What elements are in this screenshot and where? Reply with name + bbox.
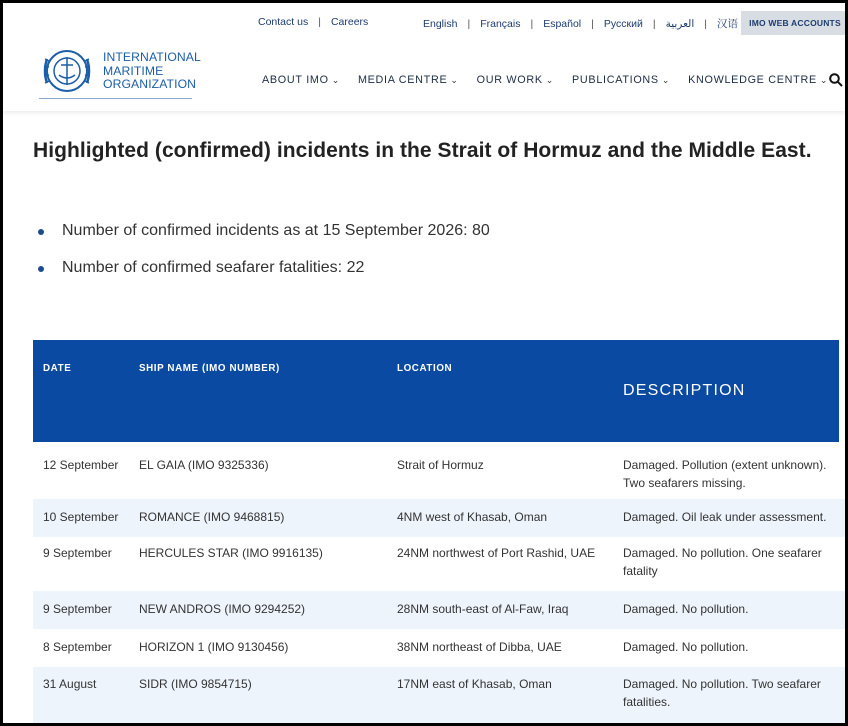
separator: | [704, 17, 708, 30]
cell-ship-name: EL GAIA (IMO 9325336) [139, 458, 269, 472]
cell-ship-name: HORIZON 1 (IMO 9130456) [139, 640, 289, 654]
logo-text [103, 51, 201, 92]
logo-underline [39, 98, 192, 99]
cell-ship-name: HERCULES STAR (IMO 9916135) [139, 546, 323, 560]
nav-media-centre[interactable] [358, 74, 459, 86]
chevron-down-icon: ⌄ [661, 74, 671, 85]
header-ship-name: SHIP NAME (IMO NUMBER) [139, 363, 280, 374]
lang-english[interactable]: English [423, 17, 458, 30]
nav-label: KNOWLEDGE CENTRE [688, 74, 817, 86]
utility-links [258, 16, 368, 28]
site-header [3, 3, 845, 111]
lang-arabic[interactable]: العربية [665, 17, 695, 30]
cell-ship-name: SIDR (IMO 9854715) [139, 677, 252, 691]
nav-publications[interactable] [572, 74, 670, 86]
cell-description: Damaged. No pollution. [623, 640, 749, 654]
logo-line: INTERNATIONAL [103, 50, 201, 64]
separator: | [530, 17, 534, 30]
lang-russian[interactable]: Русский [603, 17, 643, 30]
chevron-down-icon: ⌄ [545, 74, 555, 85]
chevron-down-icon: ⌄ [819, 74, 829, 85]
table-row [33, 442, 845, 499]
nav-label: OUR WORK [476, 74, 543, 86]
incident-stats-list [38, 222, 490, 296]
separator: | [467, 17, 471, 30]
chevron-down-icon: ⌄ [450, 74, 459, 85]
table-row [33, 629, 845, 667]
main-navigation [262, 74, 845, 86]
separator: | [652, 17, 656, 30]
nav-label: MEDIA CENTRE [357, 74, 448, 86]
cell-description: Damaged. Pollution (extent unknown). Two seafarers missing. [623, 458, 827, 490]
header-description: DESCRIPTION [623, 382, 746, 399]
separator: | [318, 16, 321, 28]
contact-us-link[interactable]: Contact us [258, 16, 309, 28]
nav-knowledge-centre[interactable] [688, 74, 828, 86]
browser-frame [3, 3, 845, 723]
nav-about-imo[interactable] [262, 74, 340, 86]
cell-location: Strait of Hormuz [397, 458, 484, 472]
search-icon[interactable] [829, 73, 843, 87]
header-location: LOCATION [397, 363, 453, 374]
cell-description: Damaged. No pollution. [623, 602, 749, 616]
cell-date: 12 September [43, 458, 119, 472]
cell-location: 17NM east of Khasab, Oman [397, 677, 552, 691]
page-title: Highlighted (confirmed) incidents in the Strait of Hormuz and the Middle East. [33, 139, 812, 162]
table-row [33, 499, 845, 537]
logo-line: MARITIME [103, 63, 164, 78]
cell-description: Damaged. No pollution. Two seafarer fatalities. [623, 677, 821, 709]
cell-date: 9 September [43, 602, 112, 616]
cell-date: 8 September [43, 640, 112, 654]
table-header [33, 340, 839, 442]
table-row [33, 591, 845, 629]
cell-location: 24NM northwest of Port Rashid, UAE [397, 546, 596, 560]
cell-date: 31 August [43, 677, 97, 691]
nav-our-work[interactable] [477, 74, 554, 86]
logo-line: ORGANIZATION [103, 77, 197, 91]
lang-french[interactable]: Français [480, 17, 521, 30]
cell-description: Damaged. No pollution. One seafarer fatality [623, 546, 822, 578]
incidents-table [33, 340, 845, 723]
language-switcher [423, 16, 738, 31]
cell-date: 9 September [43, 546, 112, 560]
careers-link[interactable]: Careers [330, 16, 369, 28]
nav-label: PUBLICATIONS [572, 74, 659, 86]
un-emblem-icon [39, 45, 95, 97]
stat-fatalities-count: Number of confirmed seafarer fatalities: 22 [38, 259, 490, 296]
separator: | [591, 17, 594, 30]
nav-label: ABOUT IMO [262, 74, 329, 86]
cell-ship-name: ROMANCE (IMO 9468815) [139, 510, 285, 524]
imo-logo[interactable] [39, 43, 201, 99]
chevron-down-icon: ⌄ [331, 74, 340, 85]
table-row [33, 667, 845, 723]
header-date: DATE [43, 363, 72, 374]
lang-spanish[interactable]: Español [543, 17, 582, 30]
imo-web-accounts-button[interactable]: IMO WEB ACCOUNTS [741, 11, 845, 35]
cell-ship-name: NEW ANDROS (IMO 9294252) [139, 602, 306, 616]
cell-location: 4NM west of Khasab, Oman [397, 510, 548, 524]
cell-description: Damaged. Oil leak under assessment. [623, 510, 827, 524]
cell-location: 38NM northeast of Dibba, UAE [397, 640, 562, 654]
lang-chinese[interactable]: 汉语 [717, 18, 739, 30]
stat-incidents-count: Number of confirmed incidents as at 15 September 2026: 80 [38, 222, 490, 259]
cell-location: 28NM south-east of Al-Faw, Iraq [397, 602, 569, 616]
table-row [33, 537, 845, 591]
cell-date: 10 September [43, 510, 119, 524]
